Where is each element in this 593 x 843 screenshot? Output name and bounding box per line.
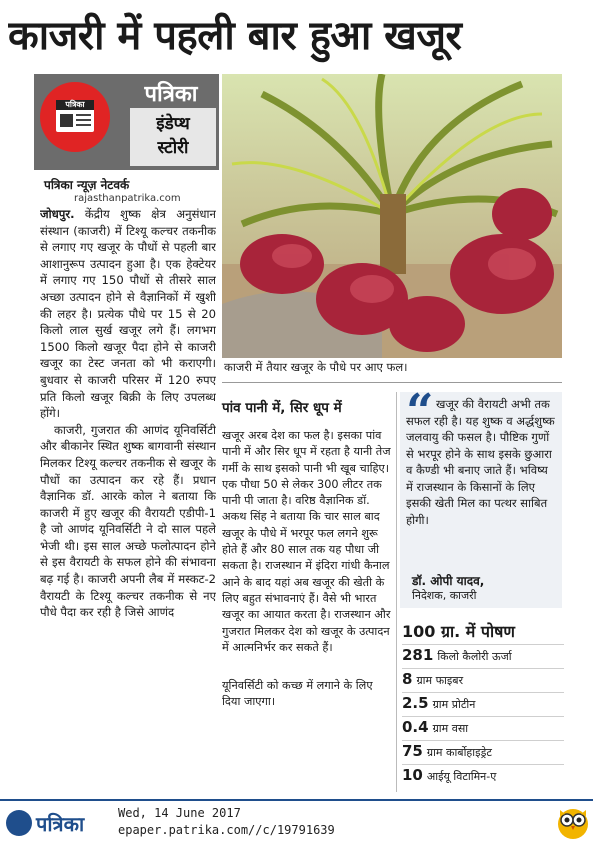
headline: काजरी में पहली बार हुआ खजूर <box>8 12 462 59</box>
nutrition-label: ग्राम फाइबर <box>416 674 464 687</box>
article-column-2 <box>222 428 394 717</box>
quote-text: खजूर की वैरायटी अभी तक सफल रही है। यह शुष्क व अर्द्धशुष्क जलवायु की फसल है। पौष्टिक गुणों से भरपूर होने के साथ इसके छुआरा व कैण्डी भी बनाए जाते हैं। भविष्य में राजस्थान के किसानों के लिए इसकी खेती मिल का पत्थर साबित होगी। <box>406 397 555 527</box>
quote-mark-icon: “ <box>406 384 434 440</box>
footer-date: Wed, 14 June 2017 <box>118 806 241 820</box>
badge-line-2: स्टोरी <box>157 138 189 158</box>
article-column-1 <box>40 206 216 781</box>
nutrition-title: 100 ग्रा. में पोषण <box>402 622 515 641</box>
quote-author: डॉ. ओपी यादव, <box>412 574 485 588</box>
footer-epaper-link[interactable]: epaper.patrika.com//c/19791639 <box>118 823 335 837</box>
col2-paragraph-2: यूनिवर्सिटी को कच्छ में लगाने के लिए दिया जाएगा। <box>222 679 373 709</box>
column-divider <box>396 392 397 792</box>
badge-brand: पत्रिका <box>144 82 198 107</box>
nutrition-row <box>402 644 564 669</box>
nutrition-label: ग्राम प्रोटीन <box>432 698 476 711</box>
nutrition-row <box>402 692 564 717</box>
dateline: जोधपुर. <box>40 207 75 221</box>
nutrition-value: 0.4 <box>402 718 429 736</box>
nutrition-row <box>402 740 564 765</box>
caption-divider <box>222 382 562 383</box>
nutrition-value: 281 <box>402 646 434 664</box>
photo-caption: काजरी में तैयार खजूर के पौधे पर आए फल। <box>224 360 408 374</box>
nutrition-value: 2.5 <box>402 694 429 712</box>
website: rajasthanpatrika.com <box>74 193 181 204</box>
col1-paragraph-2: काजरी, गुजरात की आणंद यूनिवर्सिटी और बीकानेर स्थित शुष्क बागवानी संस्थान मिलकर टिश्यू कल्चर तकनीक से खजूर के पौधों का उत्पादन कर रहे हैं। प्रधान वैज्ञानिक डॉ. आरके कोल ने बताया कि काजरी में हुए खजूर की वैरायटी एडीपी-1 है जो आणंद यूनिवर्सिटी ने दो साल पहले भेजी थी। इस साल अच्छे फलोत्पादन होने से इस वैरायटी के सफल होने की संभावना बढ़ गई है। काजरी अपनी लैब में मस्कट-2 वैरायटी के टिश्यू कल्चर तकनीक से नए पौधे पैदा कर रही है जिसे आणंद <box>40 422 216 620</box>
byline: पत्रिका न्यूज़ नेटवर्क <box>44 178 130 192</box>
nutrition-row <box>402 716 564 741</box>
date-palm-photo <box>222 74 562 358</box>
badge-story-type <box>130 108 216 166</box>
nutrition-value: 10 <box>402 766 423 784</box>
nutrition-label: आईयू विटामिन-ए <box>426 770 497 783</box>
nutrition-label: ग्राम कार्बोहाइड्रेट <box>426 746 492 759</box>
nutrition-label: ग्राम वसा <box>432 722 469 735</box>
newspaper-icon-label: पत्रिका <box>65 100 85 109</box>
col1-paragraph-1 <box>40 206 216 422</box>
col1-paragraph-1-text: केंद्रीय शुष्क क्षेत्र अनुसंधान संस्थान (काजरी) में टिश्यू कल्चर तकनीक से लगाए गए खजूर के पौधों से पहली बार आशानुरूप उत्पादन हुआ है। एक हेक्टेयर में लगाए गए 150 पौधों से तीसरे साल अच्छा उत्पादन होने से वैज्ञानिकों में खुशी की लहर है। प्रत्येक पौधे पर 15 से 20 किलो लाल सुर्ख खजूर लगे हैं। लगभग 1500 किलो खजूर पैदा होने से काजरी खजूर का टेस्ट जनता को भी कराएगी। बुधवार से काजरी परिसर में 120 रुपए प्रति किलो खजूर बिक्री के लिए उपलब्ध होंगे। <box>40 207 216 421</box>
quote-author-title: निदेशक, काजरी <box>412 589 477 602</box>
owl-mascot-icon <box>556 804 590 840</box>
footer-divider <box>0 799 593 801</box>
subhead: पांव पानी में, सिर धूप में <box>222 400 342 416</box>
col2-paragraph-1: खजूर अरब देश का फल है। इसका पांव पानी में और सिर धूप में रहता है यानी तेज गर्मी के साथ इसको पानी भी खूब चाहिए। एक पौधा 50 से लेकर 300 लीटर तक पानी पी जाता है। वरिष्ठ वैज्ञानिक डॉ. अकथ सिंह ने बताया कि चार साल बाद खजूर के पौधे में भरपूर फल लगने शुरू होते हैं और 80 साल तक यह पौधा जी सकता है। राजस्थान में इंदिरा गांधी कैनाल आने के बाद यहां अब खजूर की खेती के लिए बहुत संभावनाएं हैं। वैसे भी भारत खजूर का आयात करता है। राजस्थान और गुजरात मिलकर देश को खजूर के उत्पादन में आत्मनिर्भर कर सकते हैं। <box>222 429 391 654</box>
nutrition-row <box>402 764 564 789</box>
nutrition-label: किलो कैलोरी ऊर्जा <box>437 650 512 663</box>
nutrition-row <box>402 668 564 693</box>
nutrition-value: 75 <box>402 742 423 760</box>
patrika-logo-icon <box>6 810 32 836</box>
badge-line-1: इंडेप्थ <box>156 114 190 134</box>
nutrition-value: 8 <box>402 670 413 688</box>
footer-logo[interactable]: पत्रिका <box>36 812 85 836</box>
